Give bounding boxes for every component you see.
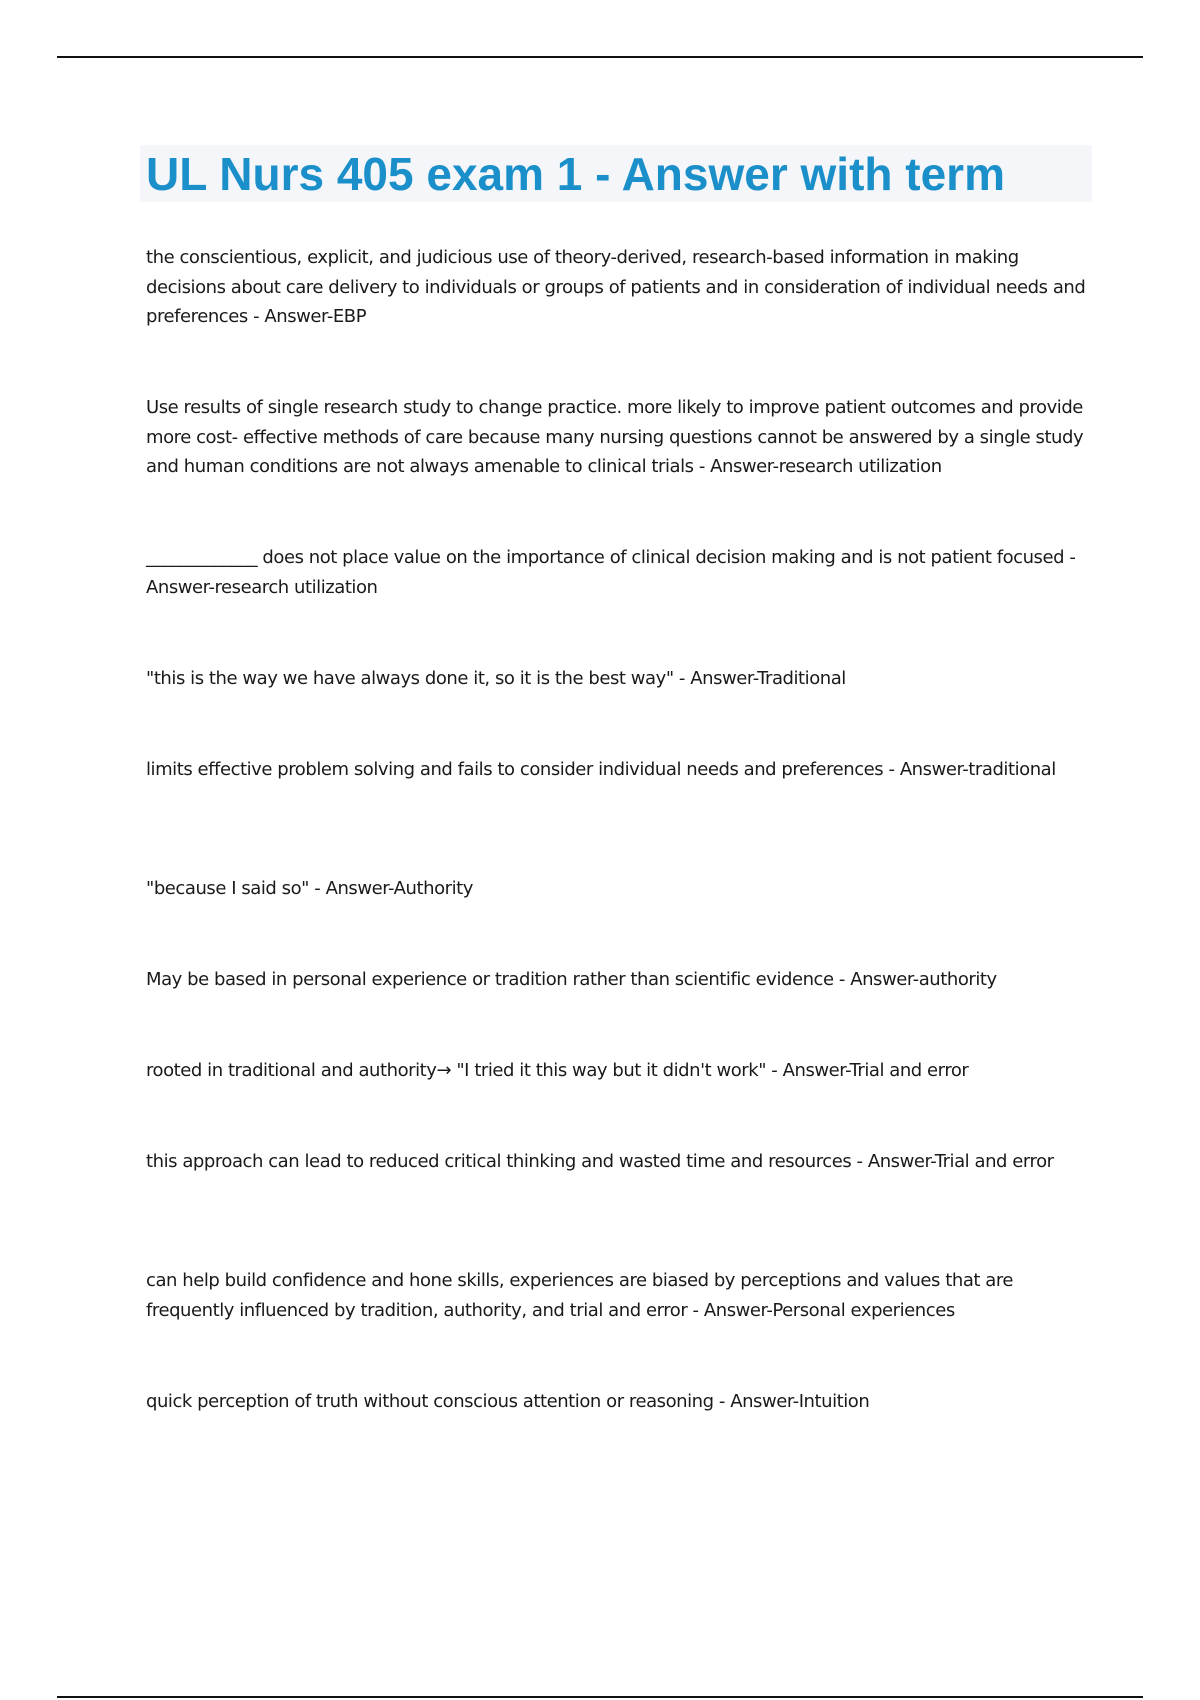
document-title: UL Nurs 405 exam 1 - Answer with term [146, 148, 1005, 200]
flashcard-entry-authority: "because I said so" - Answer-Authority [146, 878, 473, 899]
flashcard-entry-authority-basis: May be based in personal experience or tradition rather than scientific evidence - Answer-authority [146, 969, 997, 990]
flashcard-entry-traditional-limits: limits effective problem solving and fails to consider individual needs and preferences - Answer-traditional [146, 759, 1056, 780]
flashcard-entry-research-utilization-blank: _____________ does not place value on the importance of clinical decision making and is not patient focused - Answer-research utilization [146, 547, 1076, 598]
flashcard-entry-trial-and-error-risk: this approach can lead to reduced critical thinking and wasted time and resources - Answer-Trial and error [146, 1151, 1054, 1172]
flashcard-entry-personal-experiences: can help build confidence and hone skills, experiences are biased by perceptions and values that are frequently influenced by tradition, authority, and trial and error - Answer-Personal experiences [146, 1270, 1014, 1321]
top-rule [57, 56, 1143, 58]
bottom-rule [57, 1696, 1143, 1698]
flashcard-entry-research-utilization: Use results of single research study to change practice. more likely to improve patient outcomes and provide more cost- effective methods of care because many nursing questions cannot be answered by a single study and human conditions are not always amenable to clinical trials - Answer-research utilization [146, 397, 1084, 477]
flashcard-entry-traditional: "this is the way we have always done it, so it is the best way" - Answer-Traditional [146, 668, 846, 689]
flashcard-entry-ebp: the conscientious, explicit, and judicious use of theory-derived, research-based information in making decisions about care delivery to individuals or groups of patients and in consideration of individual needs and preferences - Answer-EBP [146, 247, 1086, 327]
flashcard-entry-intuition: quick perception of truth without conscious attention or reasoning - Answer-Intuition [146, 1391, 870, 1412]
flashcard-entry-trial-and-error: rooted in traditional and authority→ "I tried it this way but it didn't work" - Answer-Trial and error [146, 1060, 969, 1081]
